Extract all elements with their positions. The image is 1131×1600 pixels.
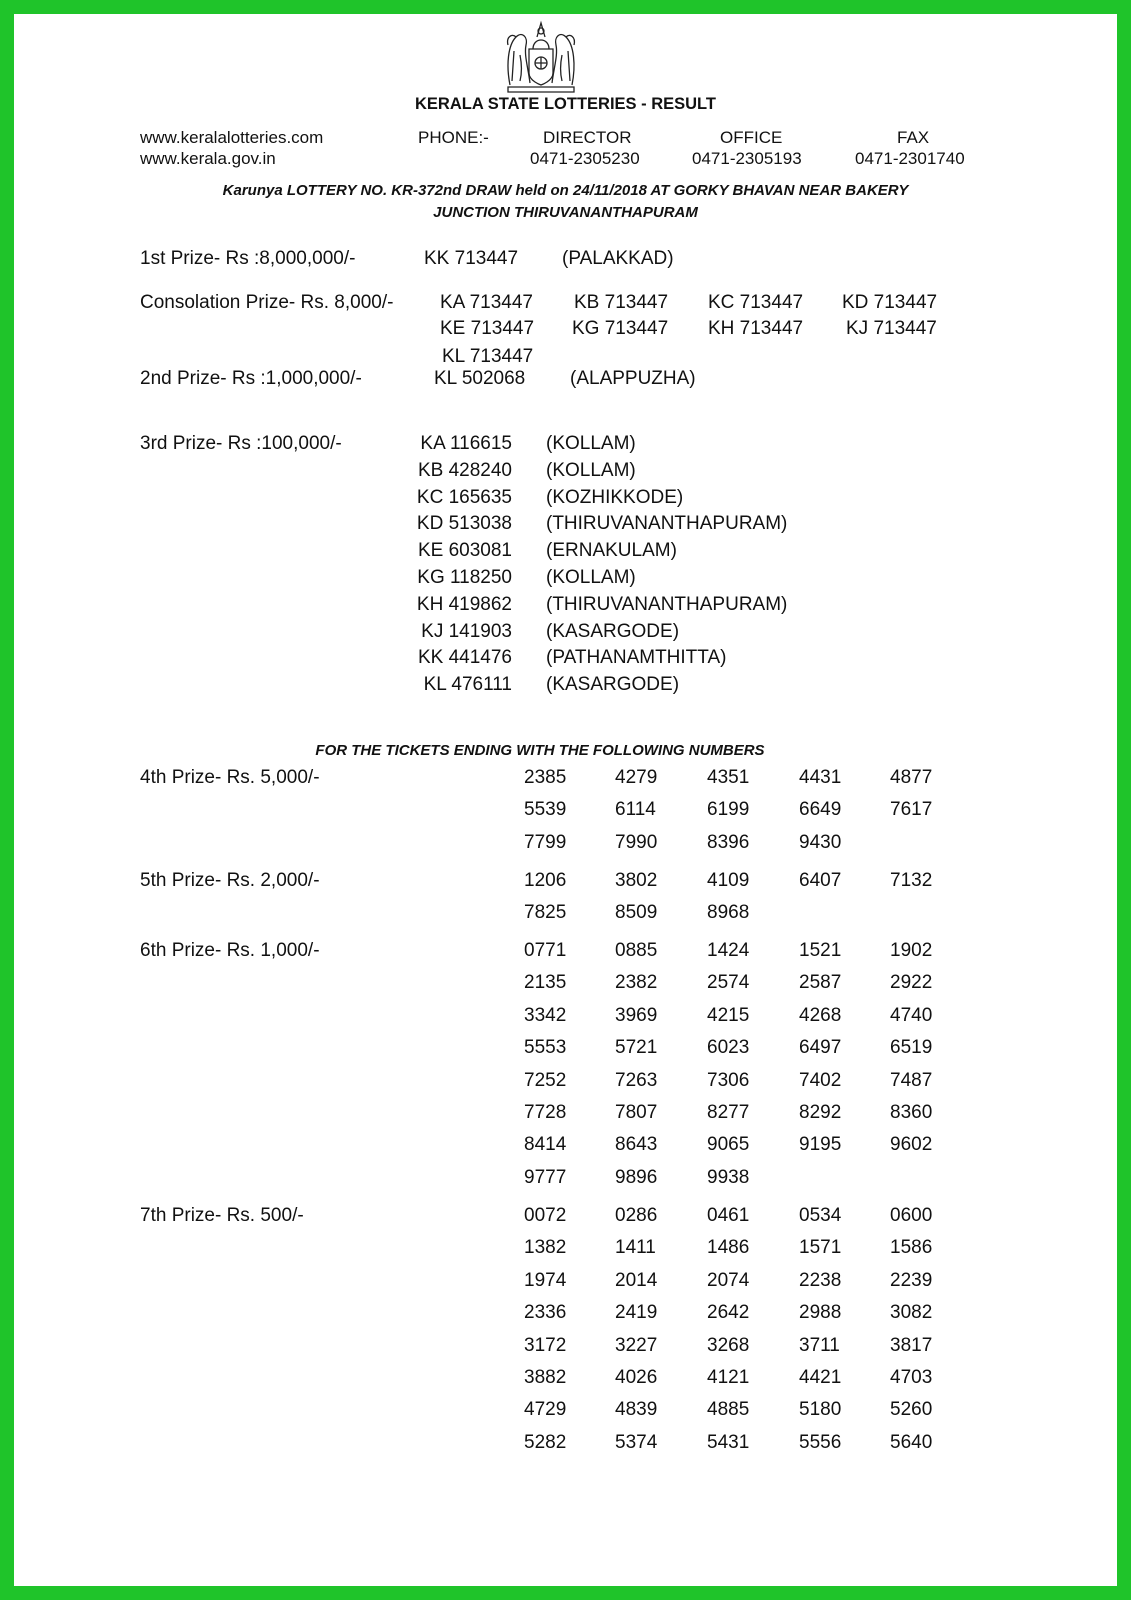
ending-number: 4279 [615, 767, 658, 788]
third-prize-place: (KOLLAM) [546, 567, 636, 588]
ending-number: 0072 [524, 1205, 567, 1226]
fax-label: FAX [897, 128, 930, 147]
ending-number: 9602 [890, 1134, 933, 1156]
ending-number: 7990 [615, 831, 658, 853]
third-prize-ticket: KJ 141903 [421, 620, 512, 642]
third-prize-ticket: KL 476111 [423, 674, 512, 696]
website-link-1[interactable]: www.keralalotteries.com [140, 128, 324, 147]
ending-number: 7617 [890, 799, 933, 821]
first-prize-place: (PALAKKAD) [562, 248, 674, 269]
ending-number: 5556 [799, 1431, 842, 1453]
ending-number: 3172 [524, 1334, 567, 1356]
ending-number: 1586 [890, 1237, 933, 1259]
consolation-ticket: KA 713447 [440, 292, 533, 313]
draw-info-line-2: JUNCTION THIRUVANANTHAPURAM [433, 204, 698, 221]
third-prize-ticket: KD 513038 [416, 513, 512, 535]
consolation-ticket: KH 713447 [708, 318, 804, 339]
ending-number: 4215 [707, 1004, 750, 1026]
consolation-ticket: KB 713447 [574, 292, 669, 313]
ending-number: 6497 [799, 1037, 842, 1059]
consolation-ticket: KL 713447 [442, 346, 534, 367]
ending-number: 7728 [524, 1102, 567, 1123]
ending-number: 3227 [615, 1334, 658, 1356]
ending-number: 0461 [707, 1205, 750, 1226]
ending-number: 4740 [890, 1004, 933, 1026]
ending-number: 5553 [524, 1037, 567, 1059]
ending-number: 5721 [615, 1037, 658, 1059]
director-label: DIRECTOR [543, 128, 632, 147]
ending-prize-label: 7th Prize- Rs. 500/- [140, 1205, 304, 1226]
website-link-2[interactable]: www.kerala.gov.in [140, 149, 276, 168]
ending-number: 2385 [524, 767, 567, 788]
ending-number: 6114 [615, 799, 656, 821]
ending-numbers-heading: FOR THE TICKETS ENDING WITH THE FOLLOWING NUMBERS [315, 742, 765, 759]
ending-prize-label: 5th Prize- Rs. 2,000/- [140, 870, 320, 891]
ending-number: 9195 [799, 1134, 842, 1156]
ending-number: 1382 [524, 1237, 567, 1259]
ending-number: 1206 [524, 870, 567, 891]
ending-number: 0286 [615, 1205, 658, 1226]
draw-info-line-1: Karunya LOTTERY NO. KR-372nd DRAW held on 24/11/2018 AT GORKY BHAVAN NEAR BAKERY [222, 182, 909, 199]
consolation-ticket: KE 713447 [440, 318, 535, 339]
ending-number: 7132 [890, 870, 933, 891]
ending-number: 7825 [524, 902, 567, 924]
ending-number: 0534 [799, 1205, 842, 1226]
ending-number: 1571 [799, 1237, 842, 1259]
second-prize-label: 2nd Prize- Rs :1,000,000/- [140, 368, 362, 389]
third-prize-place: (THIRUVANANTHAPURAM) [546, 513, 788, 535]
ending-number: 7799 [524, 831, 567, 853]
ending-number: 5374 [615, 1431, 658, 1453]
second-prize-ticket: KL 502068 [434, 368, 526, 389]
ending-number: 2074 [707, 1269, 750, 1291]
third-prize-place: (ERNAKULAM) [546, 540, 677, 562]
ending-number: 4268 [799, 1004, 842, 1026]
third-prize-place: (KASARGODE) [546, 620, 680, 642]
third-prize-place: (PATHANAMTHITTA) [546, 647, 727, 669]
ending-prize-label: 4th Prize- Rs. 5,000/- [140, 767, 320, 788]
ending-number: 9777 [524, 1166, 567, 1188]
ending-number: 2336 [524, 1302, 567, 1324]
ending-number: 9938 [707, 1166, 750, 1188]
ending-number: 5180 [799, 1399, 842, 1421]
ending-number: 4421 [799, 1367, 842, 1388]
ending-prize-label: 6th Prize- Rs. 1,000/- [140, 940, 320, 961]
fax-phone: 0471-2301740 [855, 149, 965, 168]
ending-number: 1424 [707, 940, 750, 961]
ending-number: 5539 [524, 799, 567, 821]
ending-number: 7263 [615, 1069, 658, 1091]
ending-number: 2135 [524, 972, 567, 994]
second-prize-place: (ALAPPUZHA) [570, 368, 696, 389]
ending-number: 4026 [615, 1367, 658, 1388]
ending-number: 6023 [707, 1037, 750, 1059]
ending-number: 2988 [799, 1302, 842, 1324]
ending-number: 4431 [799, 767, 842, 788]
first-prize-ticket: KK 713447 [424, 248, 519, 269]
ending-number: 5431 [707, 1431, 750, 1453]
kerala-state-emblem-icon [500, 15, 582, 95]
ending-number: 7306 [707, 1069, 750, 1091]
ending-number: 1902 [890, 940, 933, 961]
ending-number: 2922 [890, 972, 933, 994]
ending-number: 4839 [615, 1399, 658, 1421]
consolation-ticket: KD 713447 [842, 292, 938, 313]
ending-number: 3082 [890, 1302, 933, 1324]
ending-number: 8643 [615, 1134, 658, 1156]
ending-number: 4885 [707, 1399, 750, 1421]
ending-number: 5640 [890, 1431, 933, 1453]
ending-number: 3711 [799, 1334, 840, 1356]
ending-number: 7487 [890, 1069, 933, 1091]
ending-number: 0600 [890, 1205, 933, 1226]
ending-number: 1486 [707, 1237, 750, 1259]
third-prize-place: (KOLLAM) [546, 433, 636, 454]
ending-number: 2238 [799, 1269, 842, 1291]
ending-number: 4109 [707, 870, 750, 891]
ending-number: 4121 [707, 1367, 750, 1388]
ending-number: 6649 [799, 799, 842, 821]
consolation-prize-label: Consolation Prize- Rs. 8,000/- [140, 292, 394, 313]
ending-number: 2574 [707, 972, 750, 994]
ending-number: 8292 [799, 1102, 842, 1123]
third-prize-place: (KOZHIKKODE) [546, 486, 684, 508]
ending-number: 3969 [615, 1004, 658, 1026]
ending-number: 2642 [707, 1302, 750, 1324]
third-prize-label: 3rd Prize- Rs :100,000/- [140, 433, 342, 454]
ending-number: 3342 [524, 1004, 567, 1026]
ending-number: 7807 [615, 1102, 658, 1123]
ending-number: 5282 [524, 1431, 567, 1453]
first-prize-label: 1st Prize- Rs :8,000,000/- [140, 248, 356, 269]
ending-number: 9896 [615, 1166, 658, 1188]
ending-number: 0771 [524, 940, 567, 961]
page-title: KERALA STATE LOTTERIES - RESULT [415, 95, 716, 113]
third-prize-place: (KOLLAM) [546, 459, 636, 481]
ending-number: 3802 [615, 870, 658, 891]
ending-number: 9430 [799, 831, 842, 853]
ending-number: 2239 [890, 1269, 933, 1291]
ending-number: 7402 [799, 1069, 842, 1091]
ending-number: 8414 [524, 1134, 567, 1156]
ending-number: 8968 [707, 902, 750, 924]
ending-number: 8509 [615, 902, 658, 924]
ending-number: 1411 [615, 1237, 656, 1259]
ending-number: 8277 [707, 1102, 750, 1123]
third-prize-ticket: KH 419862 [416, 593, 512, 615]
third-prize-ticket: KE 603081 [417, 540, 512, 562]
ending-number: 3268 [707, 1334, 750, 1356]
ending-number: 2014 [615, 1269, 658, 1291]
ending-number: 2382 [615, 972, 658, 994]
third-prize-ticket: KG 118250 [417, 567, 512, 588]
ending-number: 8360 [890, 1102, 933, 1123]
ending-number: 6407 [799, 870, 842, 891]
ending-number: 1974 [524, 1269, 567, 1291]
phone-label: PHONE:- [418, 128, 489, 147]
consolation-ticket: KC 713447 [708, 292, 804, 313]
third-prize-place: (THIRUVANANTHAPURAM) [546, 593, 788, 615]
office-label: OFFICE [720, 128, 783, 147]
third-prize-ticket: KC 165635 [416, 486, 512, 508]
ending-number: 4703 [890, 1367, 933, 1388]
ending-number: 7252 [524, 1069, 567, 1091]
ending-number: 1521 [799, 940, 842, 961]
third-prize-ticket: KB 428240 [417, 459, 512, 481]
ending-number: 5260 [890, 1399, 933, 1421]
ending-number: 4877 [890, 767, 933, 788]
ending-number: 3882 [524, 1367, 567, 1388]
ending-number: 6199 [707, 799, 750, 821]
ending-number: 4351 [707, 767, 750, 788]
ending-number: 4729 [524, 1399, 567, 1421]
director-phone: 0471-2305230 [530, 149, 640, 168]
third-prize-place: (KASARGODE) [546, 674, 680, 696]
ending-number: 2419 [615, 1302, 658, 1324]
third-prize-ticket: KK 441476 [417, 647, 512, 669]
consolation-ticket: KG 713447 [572, 318, 669, 339]
ending-number: 6519 [890, 1037, 933, 1059]
ending-number: 8396 [707, 831, 750, 853]
third-prize-ticket: KA 116615 [420, 433, 512, 454]
ending-number: 0885 [615, 940, 658, 961]
ending-number: 2587 [799, 972, 842, 994]
office-phone: 0471-2305193 [692, 149, 802, 168]
ending-number: 9065 [707, 1134, 750, 1156]
consolation-ticket: KJ 713447 [846, 318, 937, 339]
ending-number: 3817 [890, 1334, 933, 1356]
